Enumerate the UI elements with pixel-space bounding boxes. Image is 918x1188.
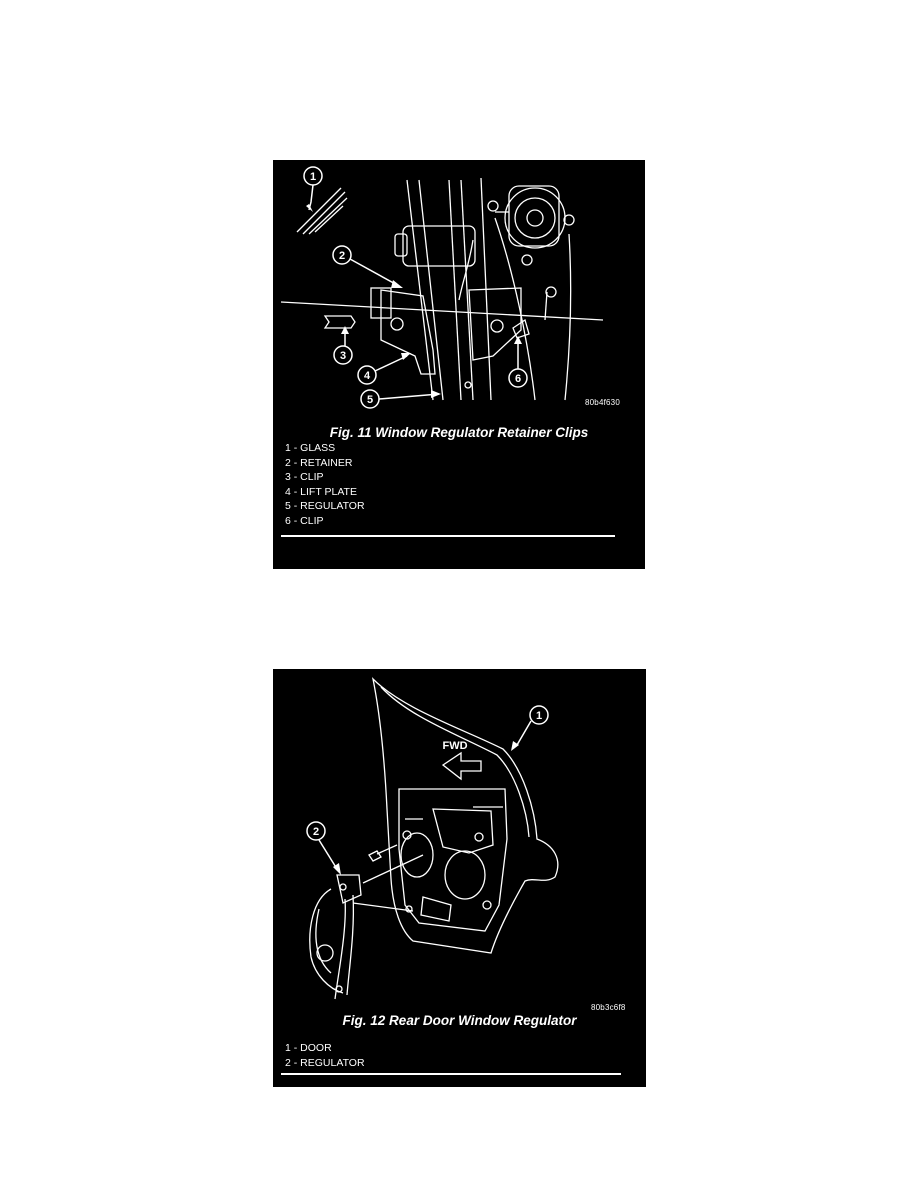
legend-item: 2 - REGULATOR: [285, 1056, 365, 1069]
legend-item: 1 - GLASS: [285, 442, 336, 454]
callout-2: 2: [312, 826, 320, 838]
callout-5: 5: [366, 394, 374, 406]
figure-11-panel: [273, 160, 645, 569]
legend-list: [285, 441, 365, 528]
legend-item: 1 - DOOR: [285, 1042, 332, 1054]
legend-list: [285, 1041, 365, 1070]
divider-rule: [281, 1073, 621, 1075]
legend-item: 6 - CLIP: [285, 514, 324, 527]
legend-item: 2 - RETAINER: [285, 456, 353, 469]
callout-1: 1: [535, 710, 543, 722]
callout-4: 4: [363, 370, 371, 382]
legend-item: 3 - CLIP: [285, 471, 324, 483]
figure-caption: Fig. 11 Window Regulator Retainer Clips: [329, 425, 589, 440]
callout-6: 6: [514, 373, 522, 385]
fwd-label: FWD: [442, 740, 468, 752]
divider-rule: [281, 535, 615, 537]
callout-1: 1: [309, 171, 317, 183]
figure-code: 80b3c6f8: [591, 1003, 626, 1012]
figure-code: 80b4f630: [585, 398, 620, 407]
legend-item: 5 - REGULATOR: [285, 500, 365, 512]
callout-2: 2: [338, 250, 346, 262]
figure-caption: Fig. 12 Rear Door Window Regulator: [342, 1013, 577, 1028]
legend-item: 4 - LIFT PLATE: [285, 485, 357, 498]
figure-12-panel: [273, 669, 646, 1087]
callout-3: 3: [339, 350, 347, 362]
